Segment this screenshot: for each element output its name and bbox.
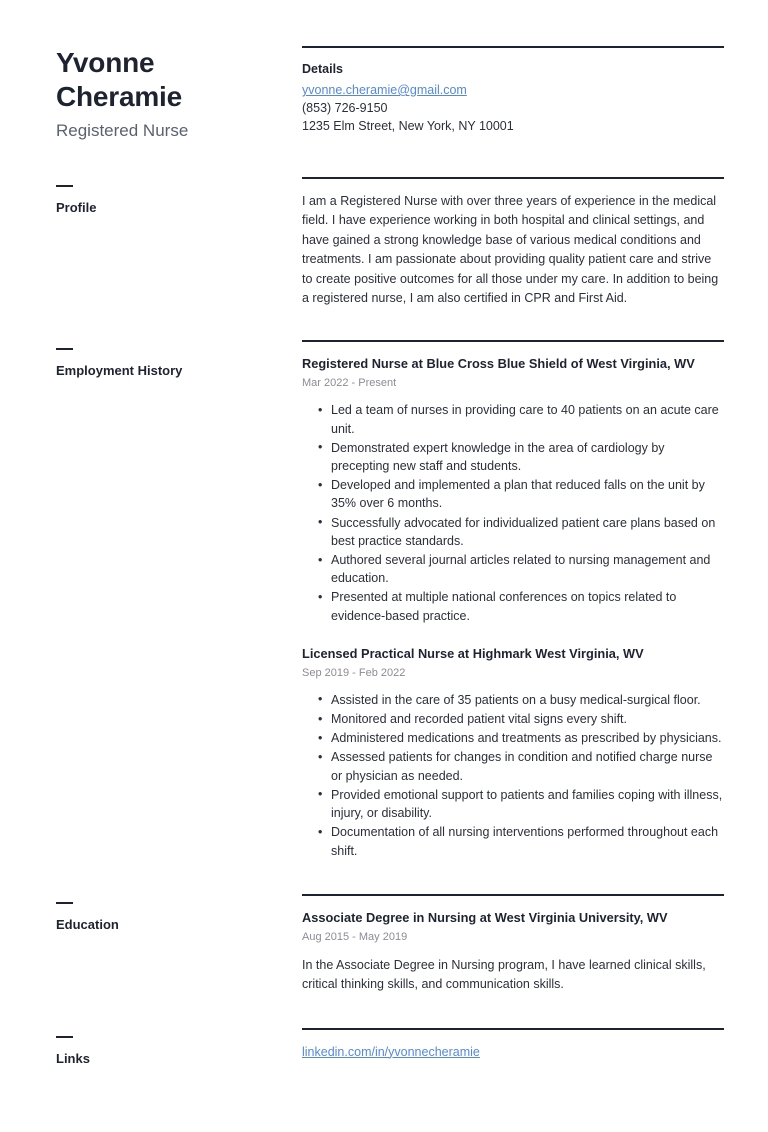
list-item: • Assessed patients for changes in condition and notified charge nurse or physician as needed. xyxy=(318,748,724,784)
links-sidebar-label xyxy=(56,1028,302,1067)
list-item: • Administered medications and treatments as prescribed by physicians. xyxy=(318,729,724,747)
sidebar-label-profile: Profile xyxy=(56,200,97,215)
employment-section xyxy=(0,340,768,859)
employment-content xyxy=(302,340,724,859)
list-item: • Demonstrated expert knowledge in the area of cardiology by precepting new staff and students. xyxy=(318,439,724,475)
entry-title: Registered Nurse at Blue Cross Blue Shield of West Virginia, WV xyxy=(302,356,695,372)
candidate-name: Yvonne Cheramie xyxy=(56,47,183,112)
resume-page xyxy=(0,46,768,1132)
list-item: • Led a team of nurses in providing care to 40 patients on an acute care unit. xyxy=(318,401,724,437)
list-item: • Monitored and recorded patient vital signs every shift. xyxy=(318,710,724,728)
education-section xyxy=(0,894,768,995)
links-section xyxy=(0,1028,768,1067)
entry-date: Aug 2015 - May 2019 xyxy=(302,930,408,943)
linkedin-link[interactable]: linkedin.com/in/yvonnecheramie xyxy=(302,1044,480,1059)
entry-description: In the Associate Degree in Nursing program, I have learned clinical skills, critical thinking skills, and communication skills. xyxy=(302,957,706,992)
education-entry xyxy=(302,909,724,995)
phone-text: (853) 726-9150 xyxy=(302,101,388,115)
list-item: • Successfully advocated for individualized patient care plans based on best practice standards. xyxy=(318,514,724,550)
employment-entry xyxy=(302,645,724,860)
header-row xyxy=(0,46,768,142)
section-rule xyxy=(302,894,724,896)
sidebar-label-education: Education xyxy=(56,916,119,932)
entry-date: Sep 2019 - Feb 2022 xyxy=(302,666,406,679)
sidebar-rule xyxy=(56,902,73,904)
list-item: • Developed and implemented a plan that reduced falls on the unit by 35% over 6 months. xyxy=(318,476,724,512)
section-rule xyxy=(302,340,724,342)
address-text: 1235 Elm Street, New York, NY 10001 xyxy=(302,119,514,133)
entry-bullet-list xyxy=(302,691,724,860)
sidebar-rule xyxy=(56,348,73,350)
header-identity xyxy=(56,46,302,142)
education-sidebar-label xyxy=(56,894,302,933)
list-item: • Assisted in the care of 35 patients on a busy medical-surgical floor. xyxy=(318,691,724,709)
candidate-job-title: Registered Nurse xyxy=(56,121,189,140)
details-heading: Details xyxy=(302,62,343,76)
email-link[interactable]: yvonne.cheramie@gmail.com xyxy=(302,83,467,97)
employment-entry xyxy=(302,355,724,624)
list-item: • Authored several journal articles related to nursing management and education. xyxy=(318,551,724,587)
sidebar-label-employment: Employment History xyxy=(56,363,183,379)
section-rule xyxy=(302,177,724,179)
list-item: • Presented at multiple national conferences on topics related to evidence-based practice. xyxy=(318,588,724,624)
list-item: • Documentation of all nursing interventions performed throughout each shift. xyxy=(318,823,724,859)
section-rule xyxy=(302,1028,724,1030)
employment-sidebar-label xyxy=(56,340,302,379)
entry-date: Mar 2022 - Present xyxy=(302,377,397,390)
profile-text: I am a Registered Nurse with over three years of experience in the medical field. I have experience working in both hospital and clinical settings, and have gained a strong knowledge base of various medical conditions and treatments. I am passionate about providing quality patient care and strive to create positive outcomes for all those under my care. In addition to being a registered nurse, I am also certified in CPR and First Aid. xyxy=(302,194,719,306)
sidebar-rule xyxy=(56,1036,73,1038)
section-rule xyxy=(302,46,724,48)
sidebar-label-links: Links xyxy=(56,1050,90,1066)
list-item: • Provided emotional support to patients and families coping with illness, injury, or disability. xyxy=(318,786,724,822)
entry-bullet-list xyxy=(302,401,724,624)
details-block xyxy=(302,46,724,135)
profile-sidebar-label xyxy=(56,177,302,216)
entry-title: Licensed Practical Nurse at Highmark West Virginia, WV xyxy=(302,645,644,661)
links-content xyxy=(302,1028,724,1061)
sidebar-rule xyxy=(56,185,73,187)
education-content xyxy=(302,894,724,995)
profile-section xyxy=(0,177,768,308)
entry-title: Associate Degree in Nursing at West Virginia University, WV xyxy=(302,909,668,925)
profile-content xyxy=(302,177,724,308)
